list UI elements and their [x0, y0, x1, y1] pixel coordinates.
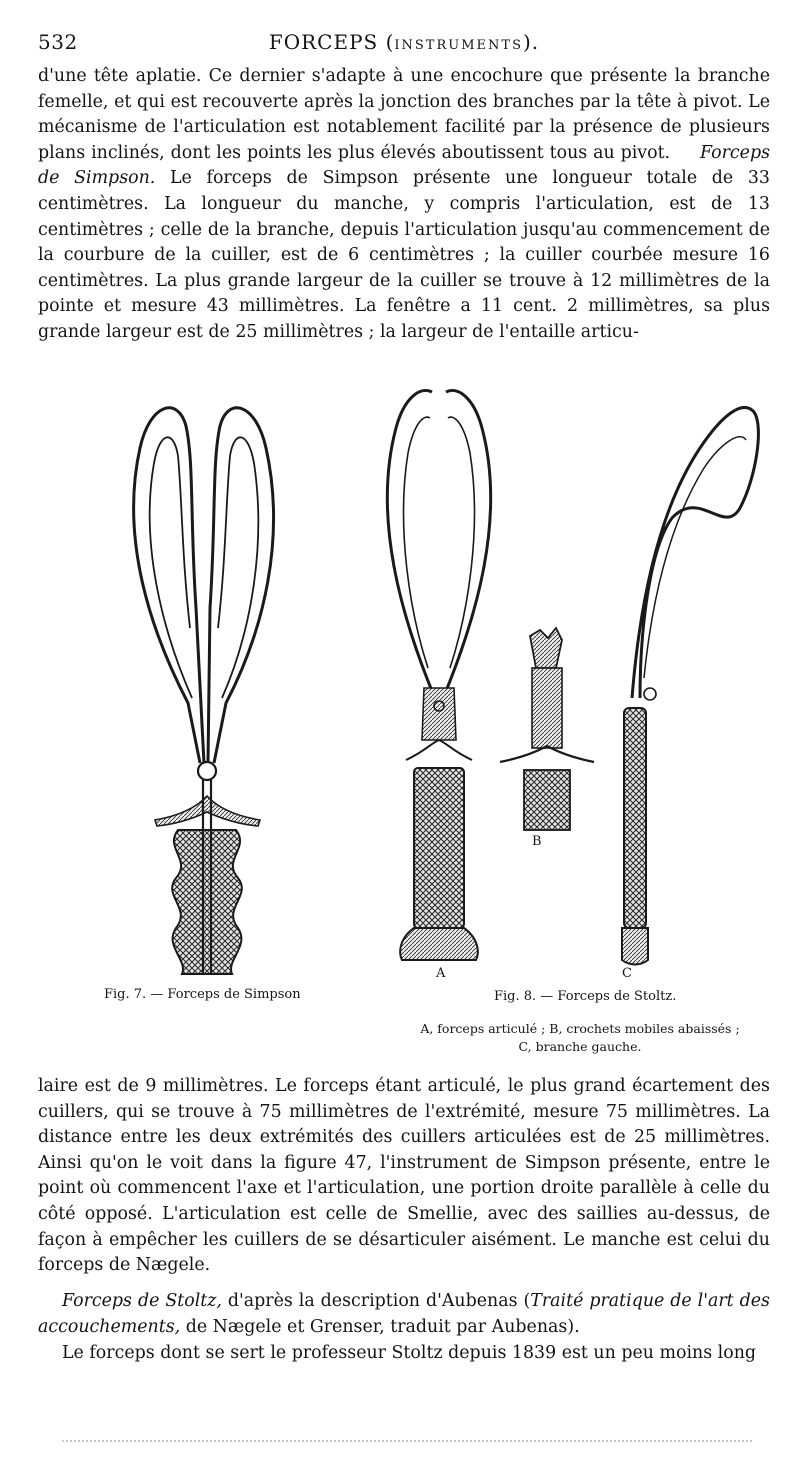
- figure-letter-b: B: [532, 834, 542, 849]
- figure-8-legend: [400, 1020, 760, 1056]
- section-lead-simpson: Forceps de Simpson.: [38, 142, 771, 189]
- running-title-main: FORCEPS (: [268, 30, 395, 54]
- figure-8-legend-line: C, branche gauche.: [518, 1039, 642, 1054]
- running-title: [38, 30, 770, 54]
- simpson-forceps-drawing: [134, 408, 274, 974]
- stoltz-left-branch-drawing: [622, 407, 758, 964]
- paragraph-text: d'une tête aplatie. Ce dernier s'adapte à une encochure que présente la branche femelle, et qui est recouverte après la jonction des branches par la tête à pivot. Le mécanisme de l'articulation est notablement facilité par la présence de plusieurs plans inclinés, dont les points les plus élevés aboutissent tous au pivot.: [38, 66, 770, 163]
- page-number: 532: [38, 30, 78, 54]
- paragraph-stoltz-heading: [38, 1289, 770, 1340]
- book-title-citation: Traité pratique de l'art des accouchements,: [38, 1291, 770, 1337]
- running-header: [38, 30, 770, 56]
- figure-letter-c: C: [622, 966, 632, 981]
- forceps-illustrations: [0, 368, 800, 1068]
- figure-letter-a: A: [436, 966, 446, 981]
- running-title-end: ).: [522, 30, 540, 54]
- stoltz-forceps-articulated-drawing: [387, 391, 490, 961]
- figure-8-legend-line: A, forceps articulé ; B, crochets mobiles abaissés ;: [420, 1021, 740, 1036]
- section-lead-stoltz: Forceps de Stoltz,: [62, 1291, 222, 1311]
- paragraph-text: de Nægele et Grenser, traduit par Aubenas).: [180, 1316, 580, 1337]
- footer-dotted-rule: [62, 1440, 752, 1442]
- paragraph-text: Le forceps de Simpson présente une longueur totale de 33 centimètres. La longueur du manche, y compris l'articulation, est de 13 centimètres ; celle de la branche, depuis l'articulation jusqu'au commencement de la courbure de la cuiller, est de 6 centimètres ; la cuiller courbée mesure 16 centimètres. La plus grande largeur de la cuiller se trouve à 12 millimètres de la pointe et mesure 43 millimètres. La fenêtre a 11 cent. 2 millimètres, sa plus grande largeur est de 25 millimètres ; la largeur de l'entaille articu-: [38, 168, 770, 342]
- stoltz-mobile-hooks-drawing: [500, 628, 594, 830]
- paragraph-text: Le forceps dont se sert le professeur Stoltz depuis 1839 est un peu moins long: [62, 1343, 757, 1363]
- figure-7-caption: Fig. 7. — Forceps de Simpson: [104, 987, 301, 1002]
- figure-block: [0, 368, 800, 1068]
- figure-8-caption: Fig. 8. — Forceps de Stoltz.: [494, 989, 677, 1004]
- paragraph-simpson-continued: laire est de 9 millimètres. Le forceps étant articulé, le plus grand écartement des cuillers, qui se trouve à 75 millimètres de l'extrémité, mesure 75 millimètres. La distance entre les deux extrémités des cuillers articulées est de 25 millimètres. Ainsi qu'on le voit dans la figure 47, l'instrument de Simpson présente, entre le point où commencent l'axe et l'articulation, une portion droite parallèle à celle du côté opposé. L'articulation est celle de Smellie, avec des saillies au-dessus, de façon à empêcher les cuillers de se désarticuler aisément. Le manche est celui du forceps de Nægele.: [38, 1076, 770, 1276]
- paragraph-stoltz: [38, 1341, 770, 1367]
- running-title-small-caps: INSTRUMENTS: [394, 38, 523, 53]
- paragraph-simpson: [38, 64, 770, 346]
- paragraph-text: d'après la description d'Aubenas (: [221, 1291, 531, 1311]
